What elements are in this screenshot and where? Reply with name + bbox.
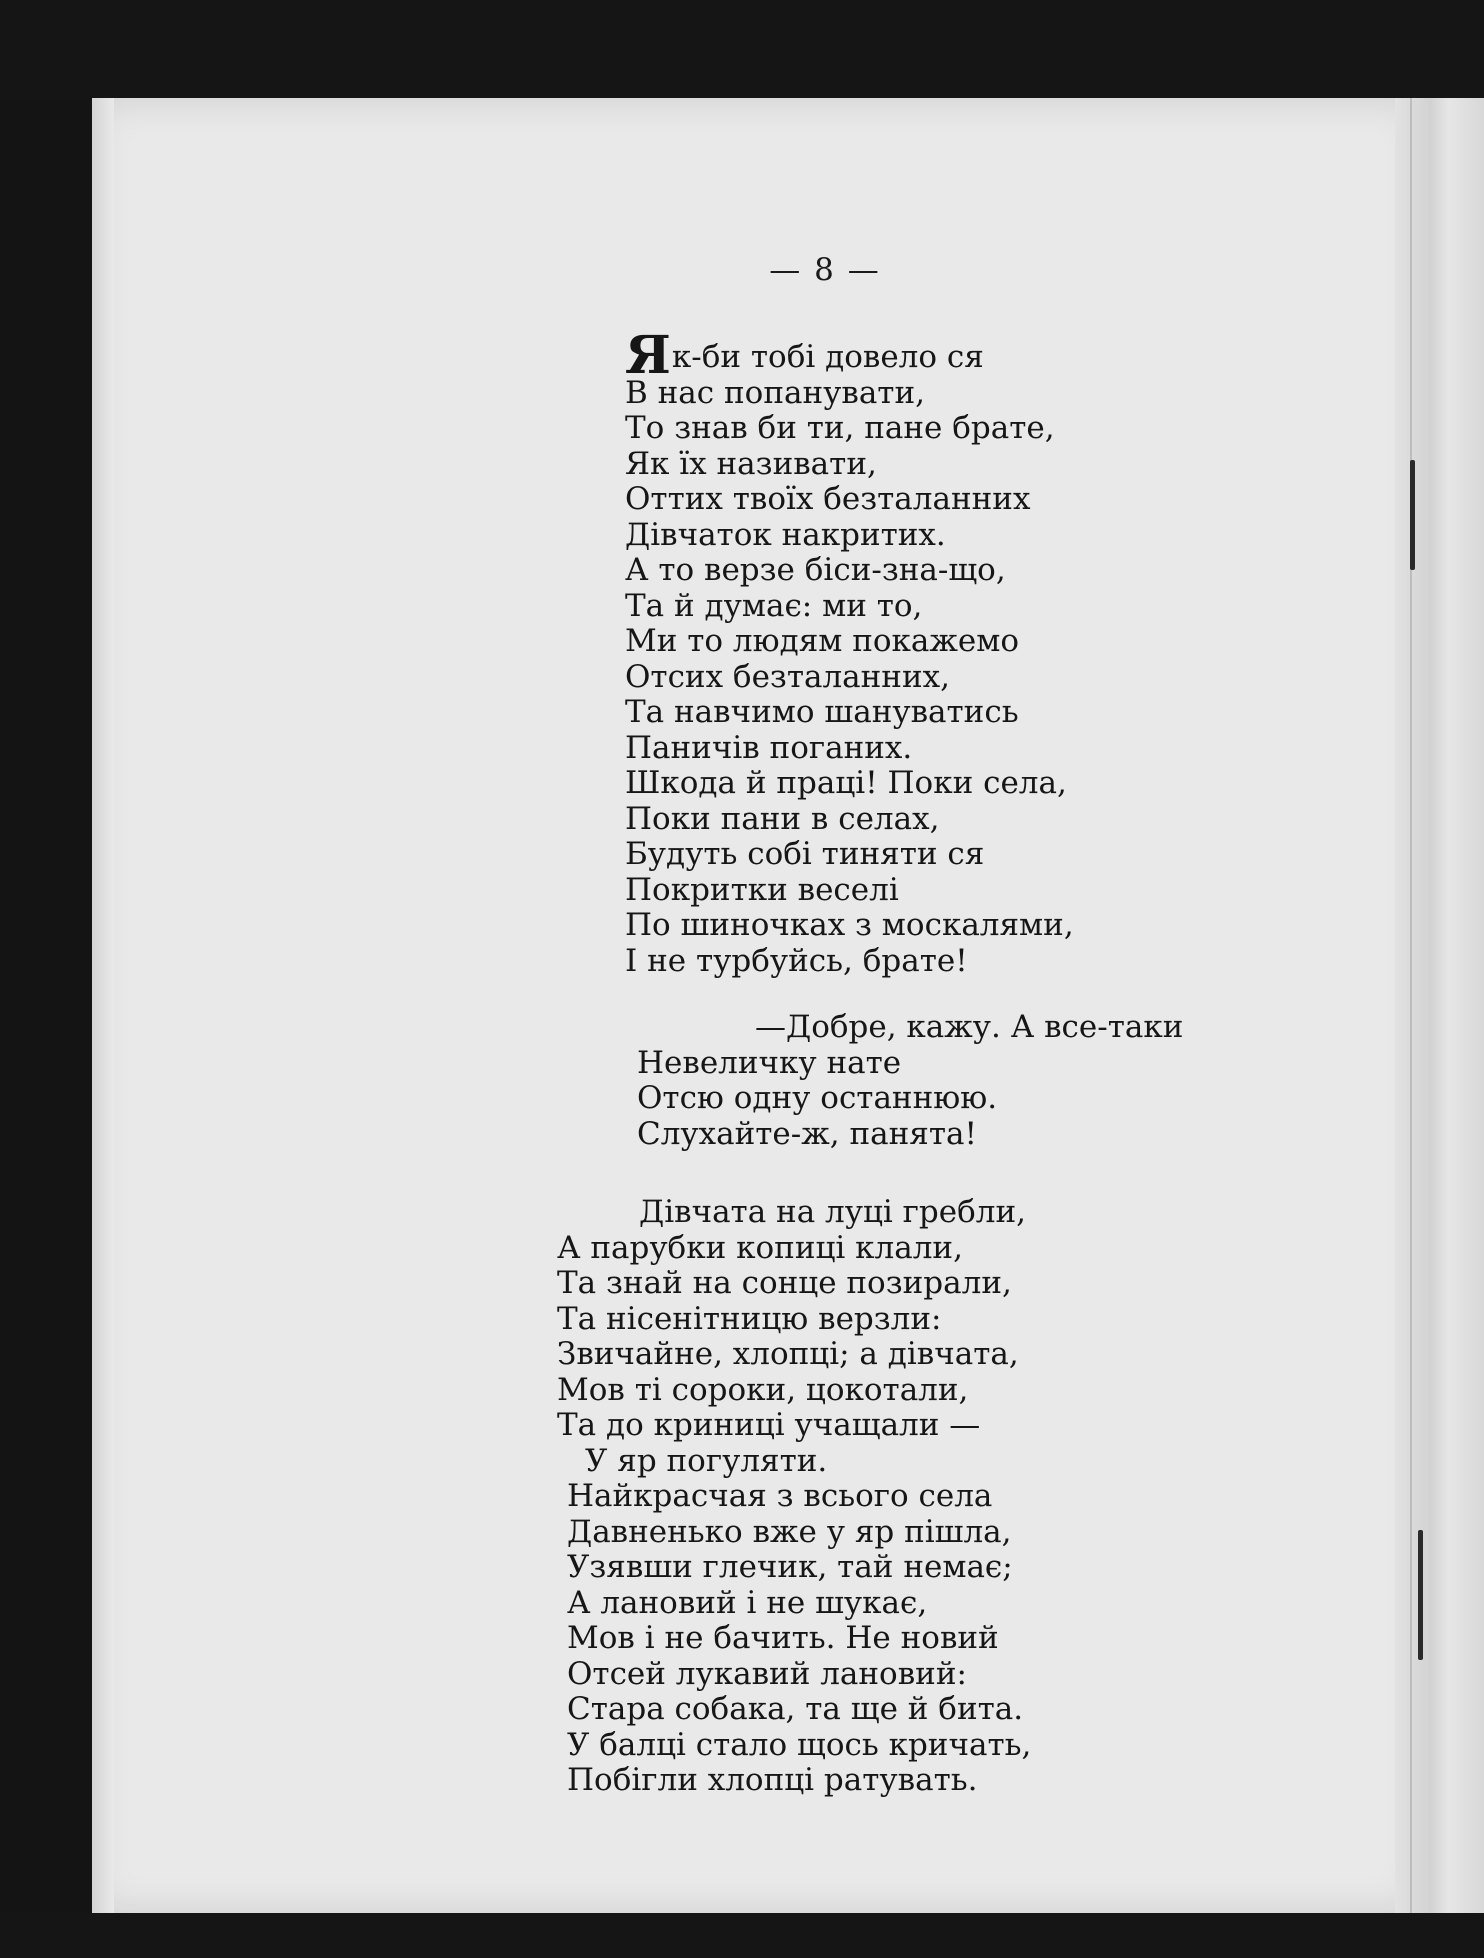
poem-line: І не турбуйсь, брате! (625, 942, 968, 979)
poem-line: А лановий і не шукає, (567, 1584, 928, 1621)
poem-line: Та нісенітницю верзли: (557, 1300, 942, 1337)
poem-line: Та й думає: ми то, (625, 587, 923, 624)
page-gutter (1395, 98, 1484, 1913)
poem-line: Ми то людям покажемо (625, 623, 1020, 659)
poem-line: Найкрасчая з всього села (567, 1478, 993, 1514)
poem-line: Дівчаток накритих. (625, 516, 946, 553)
page-fold-line (1410, 98, 1412, 1913)
drop-cap: Я (625, 325, 671, 386)
poem-line: Побігли хлопці ратувать. (567, 1762, 978, 1798)
page-number: — 8 — (769, 252, 881, 288)
poem-line: Будуть собі тиняти ся (625, 836, 985, 872)
poem-line: Та до криниці учащали — (557, 1407, 981, 1443)
poem-line: Звичайне, хлопці; а дівчата, (557, 1336, 1019, 1372)
poem-line: Поки пани в селах, (625, 800, 940, 837)
poem-line: А парубки копиці клали, (557, 1229, 963, 1266)
poem-line: Як їх називати, (625, 445, 877, 482)
poem-line: То знав би ти, пане брате, (625, 410, 1055, 446)
poem-line: —Добре, кажу. А все-таки (755, 1009, 1184, 1045)
poem-line: Слухайте-ж, панята! (637, 1115, 977, 1152)
poem-stanza-1 (625, 325, 1074, 979)
poem-line (625, 325, 1074, 386)
poem-line: Узявши глечик, тай немає; (567, 1549, 1013, 1585)
poem-line: В нас попанувати, (625, 374, 925, 411)
poem-line: Невеличку нате (637, 1044, 902, 1081)
poem-line: У балці стало щось кричать, (567, 1726, 1032, 1763)
scan-bottom-border (0, 1913, 1484, 1958)
binding-staple-mark (1410, 460, 1415, 570)
poem-line: Паничів поганих. (625, 729, 913, 766)
poem-line: Дівчата на луці гребли, (639, 1194, 1026, 1230)
poem-stanza-3 (557, 1195, 1031, 1799)
page-left-edge (92, 98, 114, 1913)
poem-line: Мов і не бачить. Не новий (567, 1620, 999, 1656)
poem-line: У яр погуляти. (585, 1442, 828, 1479)
poem-line: Давненько вже у яр пішла, (567, 1513, 1012, 1550)
binding-staple-mark (1418, 1530, 1423, 1660)
poem-line: Отсю одну останнюю. (637, 1080, 998, 1116)
poem-line: Та знай на сонце позирали, (557, 1265, 1012, 1301)
poem-line: Отсей лукавий лановий: (567, 1655, 967, 1692)
scan-top-border (0, 0, 1484, 100)
poem-line: Мов ті сороки, цокотали, (557, 1371, 969, 1408)
poem-line: Шкода й праці! Поки села, (625, 765, 1067, 801)
poem-line: По шиночках з москалями, (625, 907, 1074, 943)
poem-line: Отсих безталанних, (625, 658, 950, 695)
poem-line: Та навчимо шануватись (625, 694, 1019, 730)
poem-line: А то верзе біси-зна-що, (625, 552, 1006, 588)
poem-line-text: к-би тобі довело ся (671, 339, 984, 375)
poem-line: Покритки веселі (625, 871, 899, 908)
poem-line: Оттих твоїх безталанних (625, 481, 1031, 517)
poem-line: Стара собака, та ще й бита. (567, 1691, 1024, 1727)
poem-stanza-2 (637, 1010, 1183, 1152)
